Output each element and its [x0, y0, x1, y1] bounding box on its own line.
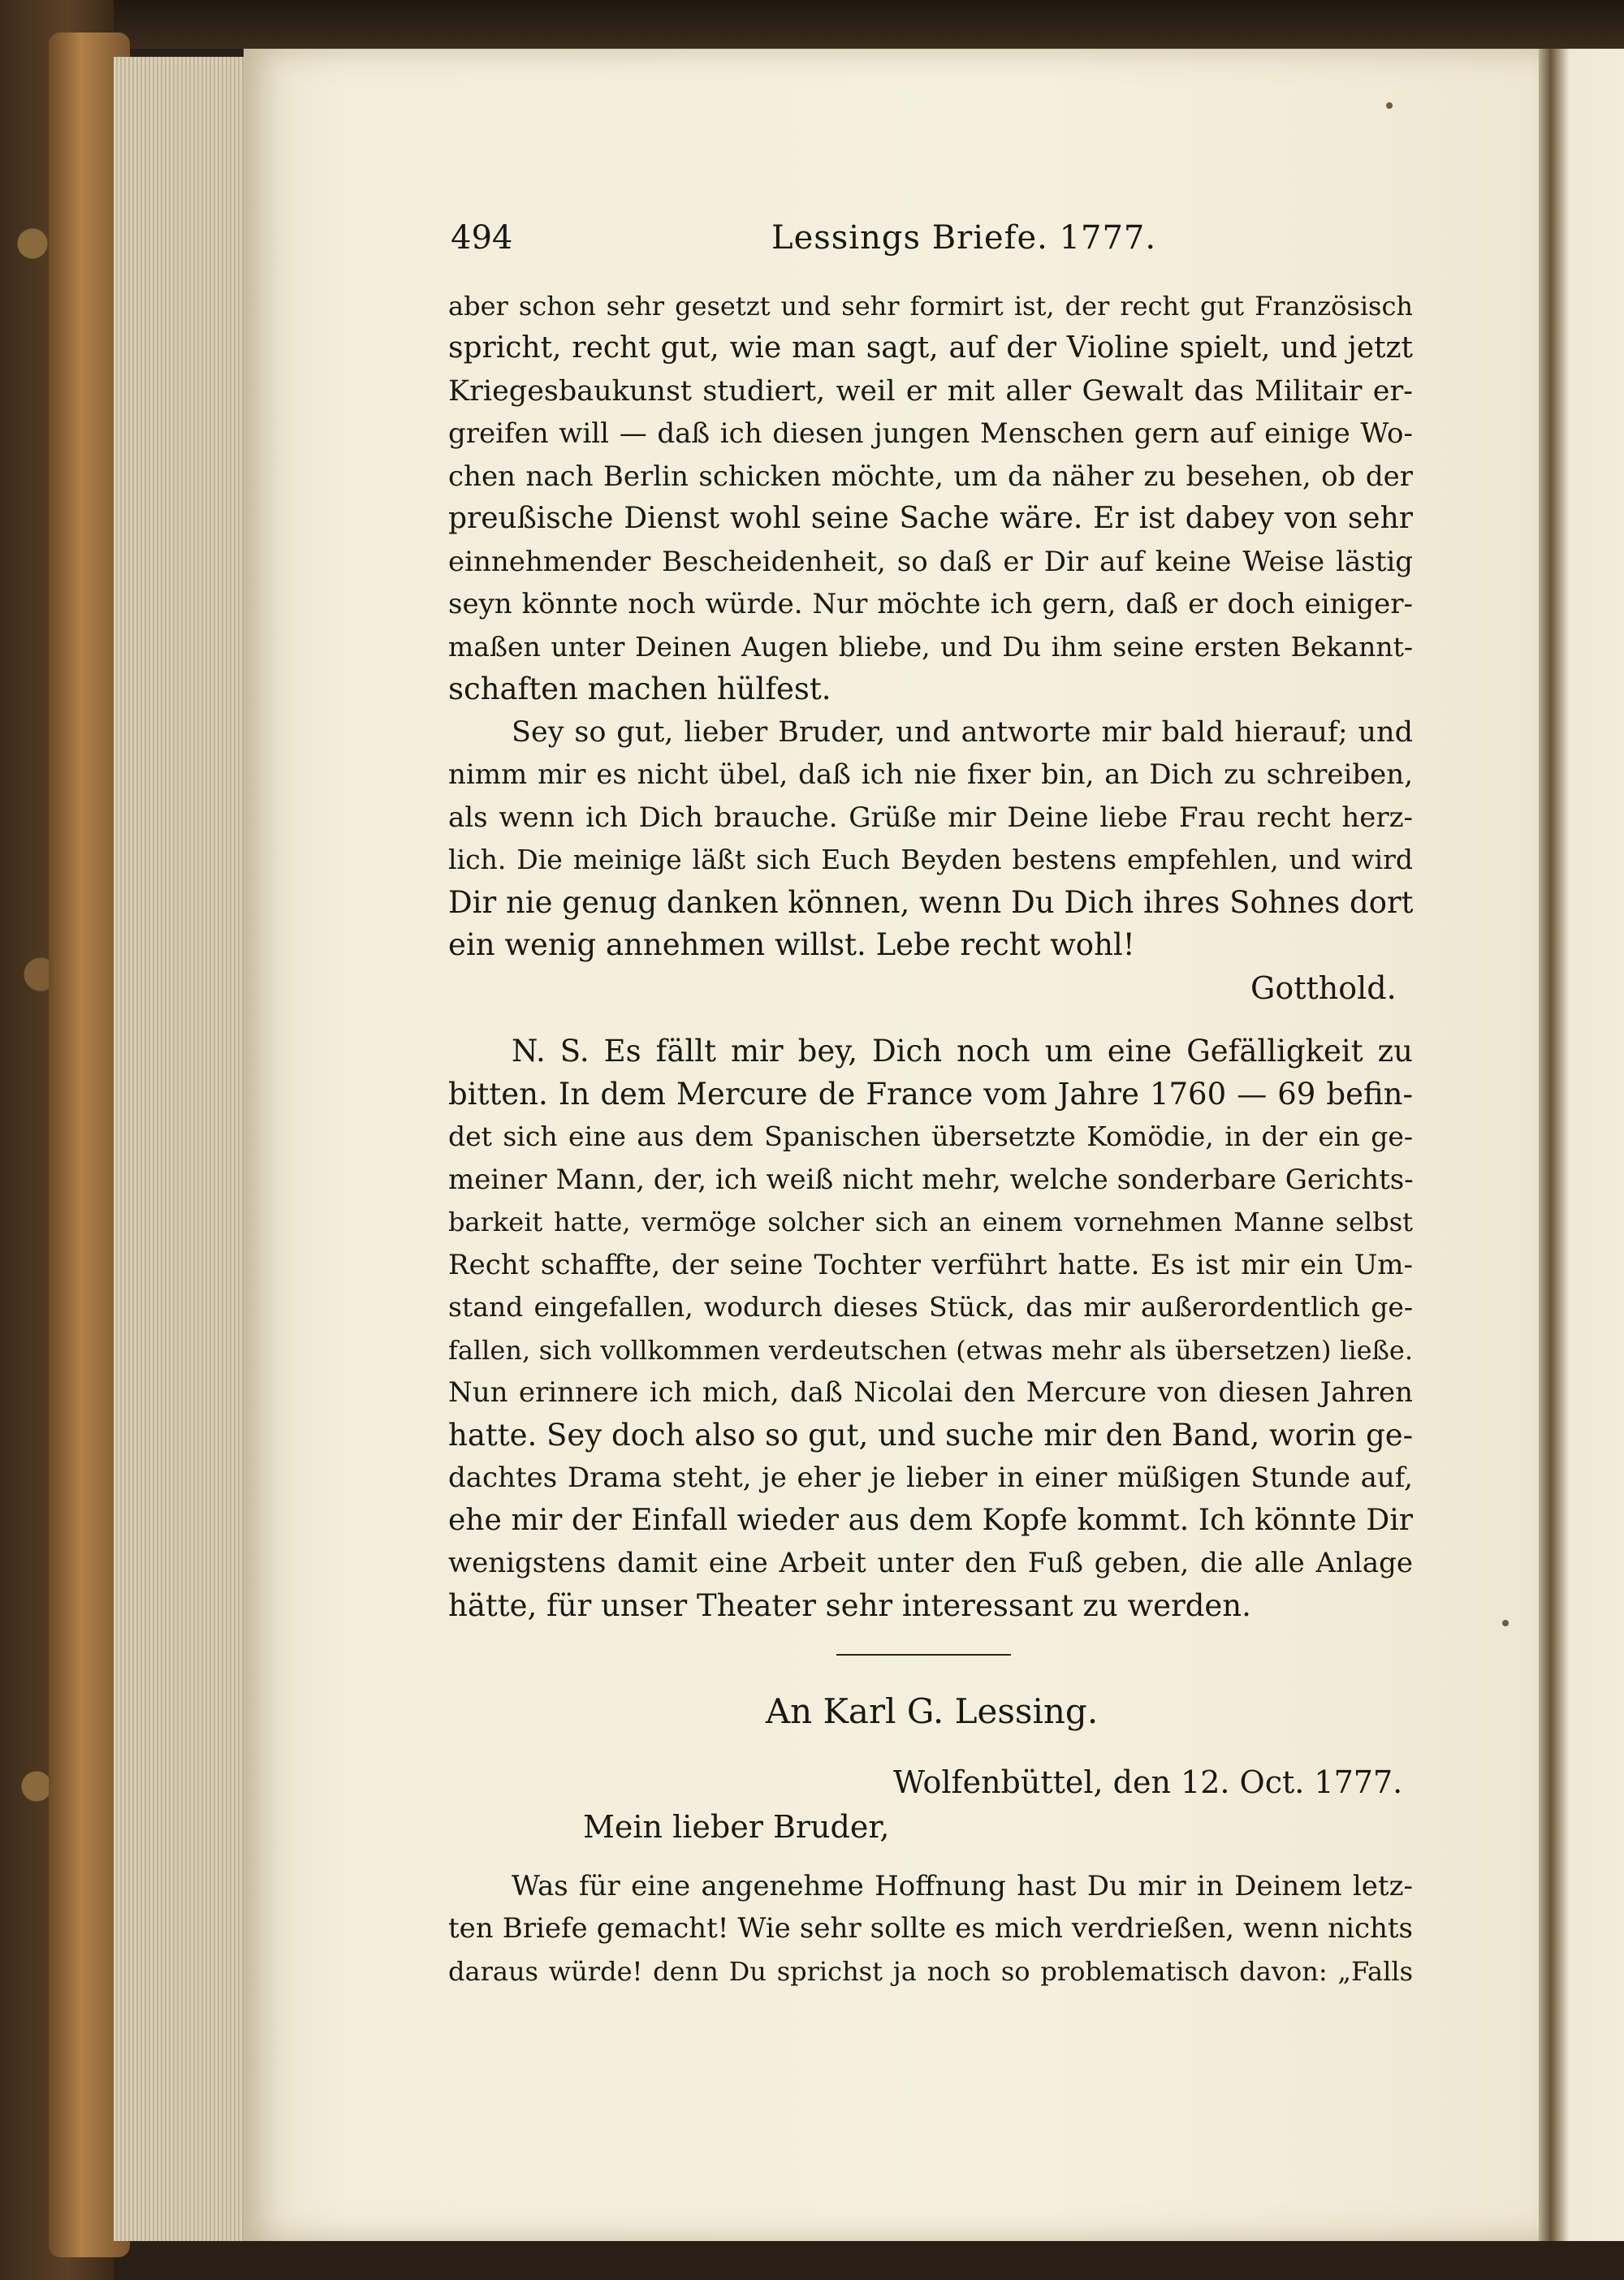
text-line: spricht, recht gut, wie man sagt, auf der Violine spielt, und jetzt [448, 331, 1413, 365]
text-line: Dir nie genug danken können, wenn Du Dich ihres Sohnes dort [448, 885, 1414, 920]
text-line: daraus würde! denn Du sprichst ja noch so problematisch davon: „Falls [448, 1956, 1413, 1987]
text-line: det sich eine aus dem Spanischen übersetzte Komödie, in der ein ge- [448, 1121, 1413, 1152]
text-line: ein wenig annehmen willst. Lebe recht wohl! [448, 927, 1135, 962]
text-line: seyn könnte noch würde. Nur möchte ich gern, daß er doch einiger- [448, 588, 1413, 620]
dateline: Wolfenbüttel, den 12. Oct. 1777. [893, 1764, 1403, 1800]
text-line: stand eingefallen, wodurch dieses Stück, das mir außerordentlich ge- [448, 1291, 1413, 1323]
text-line: als wenn ich Dich brauche. Grüße mir Deine liebe Frau recht herz- [448, 801, 1413, 834]
text-line: chen nach Berlin schicken möchte, um da näher zu besehen, ob der [448, 460, 1413, 493]
text-line: preußische Dienst wohl seine Sache wäre. Er ist dabey von sehr [448, 502, 1413, 535]
section-divider [836, 1654, 1011, 1656]
page-number: 494 [451, 219, 513, 257]
book-cover-top [0, 0, 1624, 49]
text-line: Kriegesbaukunst studiert, weil er mit aller Gewalt das Militair er- [448, 375, 1413, 408]
salutation: Mein lieber Bruder, [583, 1809, 890, 1845]
text-line: meiner Mann, der, ich weiß nicht mehr, welche sonderbare Gerichts- [448, 1164, 1414, 1196]
text-line: hätte, für unser Theater sehr interessant zu werden. [448, 1588, 1251, 1623]
page-edges [114, 57, 260, 2241]
next-page-edge [1551, 49, 1624, 2241]
text-line: nimm mir es nicht übel, daß ich nie fixer bin, an Dich zu schreiben, [448, 758, 1413, 791]
text-line: dachtes Drama steht, je eher je lieber in einer müßigen Stunde auf, [448, 1462, 1413, 1494]
text-line: maßen unter Deinen Augen bliebe, und Du ihm seine ersten Bekannt- [448, 631, 1413, 663]
text-line: Nun erinnere ich mich, daß Nicolai den Mercure von diesen Jahren [448, 1376, 1413, 1409]
text-line: aber schon sehr gesetzt und sehr formirt ist, der recht gut Französisch [448, 291, 1413, 322]
text-line: barkeit hatte, vermöge solcher sich an einem vornehmen Manne selbst [448, 1207, 1413, 1237]
running-title: Lessings Briefe. 1777. [771, 219, 1157, 257]
text-line: hatte. Sey doch also so gut, und suche mir den Band, worin ge- [448, 1418, 1414, 1453]
text-line: N. S. Es fällt mir bey, Dich noch um eine Gefälligkeit zu [512, 1034, 1413, 1069]
running-head [451, 219, 1425, 260]
signature: Gotthold. [1250, 970, 1397, 1006]
text-line: Sey so gut, lieber Bruder, und antworte mir bald hierauf; und [512, 716, 1413, 749]
text-line: lich. Die meinige läßt sich Euch Beyden bestens empfehlen, und wird [448, 844, 1413, 875]
text-line: einnehmender Bescheidenheit, so daß er Dir auf keine Weise lästig [448, 546, 1413, 578]
text-line: wenigstens damit eine Arbeit unter den Fuß geben, die alle Anlage [448, 1547, 1413, 1579]
text-line: greifen will — daß ich diesen jungen Menschen gern auf einige Wo- [448, 417, 1413, 450]
letter-heading: An Karl G. Lessing. [765, 1691, 1099, 1731]
paper-speck [1502, 1620, 1509, 1626]
paper-speck [1386, 102, 1393, 109]
text-line: bitten. In dem Mercure de France vom Jahre 1760 — 69 befin- [448, 1077, 1413, 1112]
text-line: ten Briefe gemacht! Wie sehr sollte es mich verdrießen, wenn nichts [448, 1912, 1413, 1945]
text-line: fallen, sich vollkommen verdeutschen (etwas mehr als übersetzen) ließe. [448, 1335, 1413, 1366]
text-line: ehe mir der Einfall wieder aus dem Kopfe kommt. Ich könnte Dir [448, 1504, 1413, 1537]
text-line: Recht schaffte, der seine Tochter verführt hatte. Es ist mir ein Um- [448, 1249, 1413, 1281]
text-line: Was für eine angenehme Hoffnung hast Du mir in Deinem letz- [512, 1870, 1413, 1902]
text-line: schaften machen hülfest. [448, 671, 831, 706]
